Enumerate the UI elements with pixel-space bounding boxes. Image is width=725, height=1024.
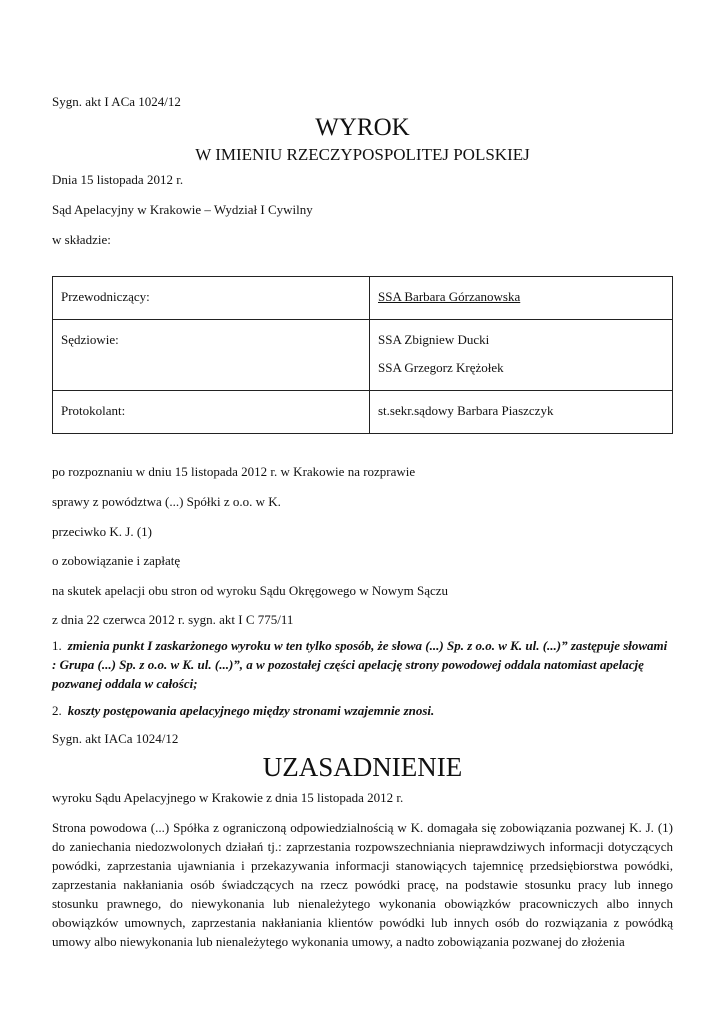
judgment-date: Dnia 15 listopada 2012 r.	[52, 172, 184, 187]
judge-name: SSA Zbigniew Ducki	[378, 332, 490, 347]
composition-intro: w składzie:	[52, 232, 111, 247]
case-line-appeal: na skutek apelacji obu stron od wyroku Sądu Okręgowego w Nowym Sączu	[52, 583, 449, 598]
chair-label: Przewodniczący:	[53, 277, 370, 320]
ruling-number: 2.	[52, 703, 62, 718]
clerk-value: st.sekr.sądowy Barbara Piaszczyk	[370, 391, 673, 434]
judges-label: Sędziowie:	[53, 320, 370, 391]
reasons-paragraph: Strona powodowa (...) Spółka z ograniczoną odpowiedzialnością w K. domagała się zobowiązania pozwanej K. J. (1) do zaniechania niedozwolonych działań tj.: zaprzestania rozpowszechniania nieprawdziwych informacji dotyczących powódki, zaprzestania ujawniania i przekazywania informacji stanowiących tajemnicę przedsiębiorstwa powódki, zaprzestania nakłaniania osób świadczących na rzecz powódki pracę, na podstawie stosunku pracy lub innego stosunku prawnego, do niewykonania lub nienależytego wykonania obowiązków pracowniczych albo innych obowiązków umownych, zaprzestania nakłaniania klientów powódki lub innych osób do rozwiązania z powódką umowy albo niewykonania lub nienależytego wykonania umowy, a nadto zobowiązania pozwanej do złożenia	[52, 820, 673, 949]
ruling-text: zmienia punkt I zaskarżonego wyroku w ten tylko sposób, że słowa (...) Sp. z o.o. w K. ul. (...)” zastępuje słowami : Grupa (...) Sp. z o.o. w K. ul. (...)”, a w pozostałej części apelację strony powodowej oddala natomiast apelację pozwanej oddala w całości;	[52, 638, 668, 691]
judgment-title: WYROK	[315, 114, 410, 141]
case-line-plaintiff: sprawy z powództwa (...) Spółki z o.o. w K.	[52, 494, 281, 509]
chair-value: SSA Barbara Górzanowska	[378, 289, 521, 304]
clerk-label: Protokolant:	[53, 391, 370, 434]
reasons-title: UZASADNIENIE	[262, 752, 463, 782]
case-line-subject: o zobowiązanie i zapłatę	[52, 553, 181, 568]
judgment-subtitle: W IMIENIU RZECZYPOSPOLITEJ POLSKIEJ	[195, 145, 530, 164]
judge-name: SSA Grzegorz Krężołek	[378, 360, 504, 375]
composition-row-chair	[53, 277, 673, 320]
case-signature-top: Sygn. akt I ACa 1024/12	[52, 94, 181, 109]
composition-row-clerk	[53, 391, 673, 434]
composition-row-judges	[53, 320, 673, 391]
reasons-signature: Sygn. akt IACa 1024/12	[52, 731, 179, 746]
composition-table	[52, 276, 673, 434]
case-line-defendant: przeciwko K. J. (1)	[52, 524, 152, 539]
ruling-text: koszty postępowania apelacyjnego między stronami wzajemnie znosi.	[67, 703, 435, 718]
reasons-intro: wyroku Sądu Apelacyjnego w Krakowie z dnia 15 listopada 2012 r.	[52, 790, 404, 805]
judges-cell	[370, 320, 673, 391]
ruling-item-1	[52, 636, 672, 693]
ruling-item-2	[52, 701, 672, 720]
ruling-number: 1.	[52, 638, 62, 653]
case-line-lower-court: z dnia 22 czerwca 2012 r. sygn. akt I C 775/11	[52, 612, 294, 627]
chair-value-cell	[370, 277, 673, 320]
case-line-hearing: po rozpoznaniu w dniu 15 listopada 2012 r. w Krakowie na rozprawie	[52, 464, 416, 479]
court-name: Sąd Apelacyjny w Krakowie – Wydział I Cywilny	[52, 202, 313, 217]
